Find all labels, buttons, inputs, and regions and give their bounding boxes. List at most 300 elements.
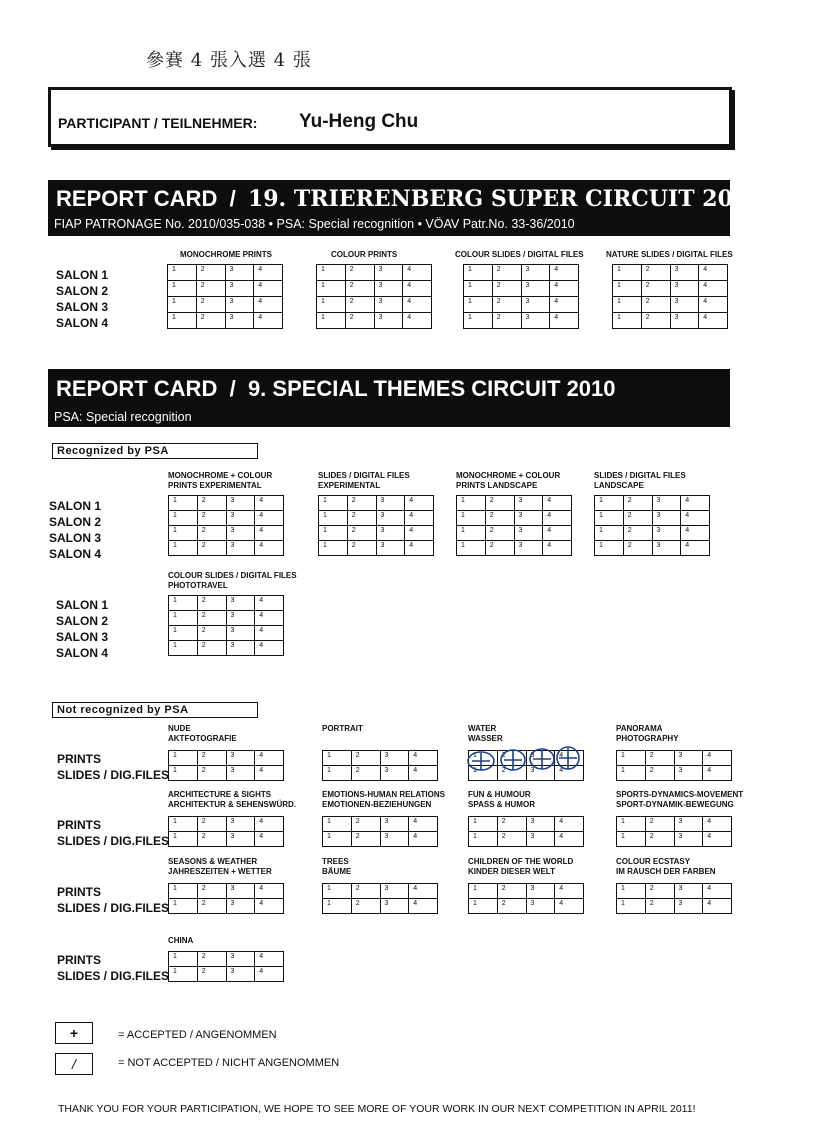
grid-row [317,313,432,329]
grid-cell: 2 [347,511,376,526]
grid-cell: 3 [226,611,255,626]
grid-cell: 1 [464,265,493,281]
grid-cell: 2 [197,496,226,511]
grid-cell: 4 [699,265,728,281]
grid-cell: 2 [197,611,226,626]
grid-cell: 3 [652,511,681,526]
grid-row [169,541,284,556]
grid-cell: 2 [623,496,652,511]
grid-cell: 1 [617,751,646,766]
not-recognized-category-line1: ARCHITECTURE & SIGHTS [168,790,272,799]
grid-cell: 2 [641,265,670,281]
grid-cell: 3 [226,511,255,526]
grid-row [464,313,579,329]
grid-cell: 3 [226,541,255,556]
card1-salon-label: SALON 4 [56,316,109,330]
grid-cell: 1 [169,541,198,556]
grid-row [169,967,284,982]
legend-accepted-text: = ACCEPTED / ANGENOMMEN [118,1029,277,1041]
grid-cell: 4 [543,541,572,556]
grid-cell: 1 [617,817,646,832]
grid-row [169,526,284,541]
grid-cell: 4 [255,832,284,847]
grid-cell: 3 [514,496,543,511]
grid-row [168,313,283,329]
not-recognized-category-line1: CHINA [168,936,194,945]
grid-cell: 3 [526,817,555,832]
grid-cell: 1 [169,611,198,626]
not-recognized-category-line1: WATER [468,724,497,733]
legend-not-accepted-text: = NOT ACCEPTED / NICHT ANGENOMMEN [118,1057,340,1069]
grid-cell: 4 [255,511,284,526]
grid-cell: 2 [623,541,652,556]
grid-cell: 3 [380,899,409,914]
grid-row [317,281,432,297]
grid-cell: 4 [254,313,283,329]
grid-cell: 2 [197,641,226,656]
grid-cell: 1 [595,526,624,541]
grid-cell: 4 [550,313,579,329]
report-card-1-header [48,180,764,236]
grid-cell: 4 [255,496,284,511]
grid-cell: 4 [681,511,710,526]
grid-row [457,496,572,511]
grid-cell: 2 [197,967,226,982]
grid-cell: 1 [613,313,642,329]
grid-row [169,899,284,914]
grid-cell: 3 [674,899,703,914]
grid-cell: 4 [403,313,432,329]
grid-cell: 1 [317,313,346,329]
not-recognized-category-line1: NUDE [168,724,191,733]
not-recognized-grid [322,883,438,914]
grid-cell: 1 [323,817,352,832]
grid-cell: 4 [255,952,284,967]
grid-row [323,899,438,914]
grid-cell: 3 [226,626,255,641]
report-card-2-subtitle: PSA: Special recognition [54,410,192,424]
grid-cell: 2 [623,511,652,526]
footer-message: THANK YOU FOR YOUR PARTICIPATION, WE HOPE TO SEE MORE OF YOUR WORK IN OUR NEXT COMPETITION IN APRIL 2011! [58,1103,696,1115]
not-recognized-grid [168,816,284,847]
grid-row [595,511,710,526]
grid-row [319,526,434,541]
grid-cell: 1 [457,541,486,556]
card2-salon-label: SALON 2 [49,515,102,529]
grid-cell: 4 [255,817,284,832]
grid-cell: 3 [674,832,703,847]
mark-plus-2 [504,751,522,770]
legend-accepted-symbol: + [55,1022,93,1044]
media-row-label-slides: SLIDES / DIG.FILES [57,969,170,983]
grid-cell: 4 [703,899,732,914]
grid-row [319,496,434,511]
grid-cell: 4 [255,626,284,641]
grid-cell: 1 [169,751,198,766]
card1-salon-label: SALON 3 [56,300,109,314]
grid-cell: 3 [380,884,409,899]
grid-cell: 1 [169,967,198,982]
grid-cell: 1 [617,832,646,847]
grid-cell: 3 [380,817,409,832]
grid-cell: 3 [514,526,543,541]
grid-cell: 2 [347,526,376,541]
grid-row [617,751,732,766]
grid-cell: 4 [403,281,432,297]
recognized-category-line2: PHOTOTRAVEL [168,581,228,590]
not-recognized-category-line2: WASSER [468,734,503,743]
grid-cell: 4 [254,265,283,281]
grid-cell: 1 [169,952,198,967]
grid-cell: 4 [703,832,732,847]
grid-cell: 2 [345,297,374,313]
grid-cell: 1 [464,281,493,297]
grid-cell: 3 [670,281,699,297]
grid-cell: 2 [345,313,374,329]
not-recognized-category-line2: PHOTOGRAPHY [616,734,679,743]
card2-salon-label: SALON 1 [56,598,109,612]
grid-cell: 3 [376,526,405,541]
grid-cell: 2 [347,541,376,556]
grid-cell: 3 [380,751,409,766]
report-card-1-subtitle: FIAP PATRONAGE No. 2010/035-038 • PSA: Special recognition • VÖAV Patr.No. 33-36/2010 [54,217,575,231]
grid-cell: 1 [169,832,198,847]
grid-cell: 2 [497,899,526,914]
grid-cell: 4 [703,766,732,781]
grid-row [613,297,728,313]
grid-cell: 1 [168,313,197,329]
grid-cell: 2 [197,751,226,766]
grid-cell: 4 [255,967,284,982]
grid-cell: 4 [681,496,710,511]
grid-row [317,265,432,281]
grid-cell: 1 [464,297,493,313]
participant-label: PARTICIPANT / TEILNEHMER: [58,115,258,131]
grid-cell: 2 [197,832,226,847]
handwritten-marks [464,742,586,778]
grid-cell: 3 [652,496,681,511]
recognized-category-line1: SLIDES / DIGITAL FILES [318,471,410,480]
grid-cell: 3 [526,832,555,847]
media-row-label-prints: PRINTS [57,885,102,899]
not-recognized-category-line2: BÄUME [322,867,352,876]
grid-row [323,832,438,847]
grid-cell: 2 [645,832,674,847]
legend-not-accepted-symbol: / [55,1053,93,1075]
recognized-grid [594,495,710,556]
grid-cell: 2 [197,952,226,967]
grid-cell: 1 [464,313,493,329]
card2-salon-label: SALON 1 [49,499,102,513]
grid-cell: 1 [457,526,486,541]
grid-cell: 4 [555,884,584,899]
grid-cell: 1 [613,281,642,297]
grid-cell: 2 [196,297,225,313]
grid-row [457,541,572,556]
grid-cell: 2 [196,265,225,281]
grid-cell: 2 [197,817,226,832]
grid-cell: 3 [380,766,409,781]
grid-cell: 3 [674,884,703,899]
not-recognized-category-line1: CHILDREN OF THE WORLD [468,857,574,866]
grid-cell: 2 [492,313,521,329]
grid-cell: 4 [403,297,432,313]
grid-cell: 2 [645,766,674,781]
grid-cell: 4 [255,526,284,541]
grid-row [319,511,434,526]
grid-cell: 3 [226,751,255,766]
grid-cell: 3 [521,265,550,281]
grid-cell: 1 [169,496,198,511]
grid-cell: 1 [319,526,348,541]
grid-cell: 3 [526,766,555,781]
grid-cell: 3 [376,496,405,511]
grid-row [323,766,438,781]
grid-cell: 2 [641,297,670,313]
grid-cell: 1 [613,297,642,313]
grid-row [319,541,434,556]
card1-grid [167,264,283,329]
recognized-category-line2: PRINTS LANDSCAPE [456,481,538,490]
grid-row [169,496,284,511]
not-recognized-grid [468,816,584,847]
grid-row [169,766,284,781]
grid-cell: 1 [457,511,486,526]
card1-category-label: MONOCHROME PRINTS [180,250,272,259]
report-card-1-title: REPORT CARD / 19. TRIERENBERG SUPER CIRCUIT 2010 [56,186,764,212]
recognized-category-line2: LANDSCAPE [594,481,644,490]
grid-cell: 3 [652,526,681,541]
not-recognized-grid [616,750,732,781]
not-recognized-category-line2: KINDER DIESER WELT [468,867,555,876]
grid-cell: 2 [497,817,526,832]
grid-cell: 4 [543,496,572,511]
grid-cell: 3 [670,297,699,313]
not-recognized-category-line2: EMOTIONEN-BEZIEHUNGEN [322,800,432,809]
grid-cell: 4 [255,641,284,656]
grid-cell: 1 [317,297,346,313]
grid-cell: 2 [623,526,652,541]
grid-row [169,641,284,656]
grid-cell: 1 [617,899,646,914]
media-row-label-slides: SLIDES / DIG.FILES [57,834,170,848]
grid-row [169,884,284,899]
grid-cell: 3 [521,297,550,313]
recognized-grid [168,595,284,656]
grid-row [617,899,732,914]
grid-row [169,611,284,626]
grid-cell: 1 [595,511,624,526]
grid-cell: 2 [641,313,670,329]
grid-cell: 2 [345,281,374,297]
mark-plus-3 [533,750,551,769]
grid-cell: 2 [351,884,380,899]
not-recognized-category-line1: TREES [322,857,349,866]
grid-row [595,496,710,511]
grid-cell: 3 [225,281,254,297]
card1-category-label: COLOUR PRINTS [331,250,398,259]
grid-cell: 3 [374,265,403,281]
grid-cell: 1 [169,641,198,656]
mark-plus-4 [559,748,577,769]
recognized-category-line1: MONOCHROME + COLOUR [168,471,273,480]
grid-cell: 4 [409,899,438,914]
grid-cell: 2 [351,766,380,781]
recognized-grid [456,495,572,556]
grid-cell: 3 [526,751,555,766]
grid-cell: 2 [197,526,226,541]
not-recognized-category-line1: FUN & HUMOUR [468,790,531,799]
grid-cell: 4 [699,281,728,297]
card1-category-label: COLOUR SLIDES / DIGITAL FILES [455,250,584,259]
grid-cell: 3 [670,313,699,329]
grid-cell: 1 [469,832,498,847]
grid-cell: 2 [645,884,674,899]
grid-cell: 3 [226,899,255,914]
not-recognized-grid [468,883,584,914]
grid-row [469,884,584,899]
not-recognized-grid [168,750,284,781]
grid-cell: 2 [645,817,674,832]
card2-salon-label: SALON 3 [56,630,109,644]
grid-row [613,281,728,297]
participant-box [48,87,732,147]
card1-salon-label: SALON 2 [56,284,109,298]
grid-cell: 1 [323,899,352,914]
grid-cell: 4 [255,884,284,899]
grid-row [457,511,572,526]
grid-cell: 4 [543,511,572,526]
recognized-category-line1: COLOUR SLIDES / DIGITAL FILES [168,571,297,580]
grid-cell: 4 [703,817,732,832]
grid-cell: 1 [323,884,352,899]
recognized-by-psa-tag: Recognized by PSA [52,443,258,459]
grid-cell: 4 [405,511,434,526]
grid-cell: 1 [613,265,642,281]
grid-cell: 1 [168,265,197,281]
grid-row [617,884,732,899]
grid-cell: 4 [703,751,732,766]
grid-row [617,817,732,832]
not-recognized-grid [322,750,438,781]
grid-cell: 1 [319,541,348,556]
grid-cell: 4 [555,817,584,832]
grid-row [323,751,438,766]
grid-cell: 1 [317,265,346,281]
grid-row [169,751,284,766]
grid-cell: 3 [374,281,403,297]
not-recognized-by-psa-tag: Not recognized by PSA [52,702,258,718]
grid-cell: 3 [374,297,403,313]
grid-row [169,596,284,611]
grid-cell: 2 [196,281,225,297]
not-recognized-category-line2: SPORT-DYNAMIK-BEWEGUNG [616,800,734,809]
grid-cell: 2 [492,265,521,281]
grid-cell: 4 [255,751,284,766]
grid-row [469,899,584,914]
report-card-2-header [48,369,730,427]
grid-cell: 3 [226,596,255,611]
grid-cell: 4 [703,884,732,899]
recognized-category-line2: EXPERIMENTAL [318,481,381,490]
grid-cell: 4 [254,297,283,313]
grid-row [464,265,579,281]
grid-cell: 4 [255,766,284,781]
grid-cell: 1 [469,884,498,899]
not-recognized-category-line1: SEASONS & WEATHER [168,857,258,866]
grid-cell: 3 [225,265,254,281]
grid-cell: 1 [169,526,198,541]
grid-cell: 2 [485,496,514,511]
grid-cell: 4 [409,751,438,766]
grid-row [168,281,283,297]
media-row-label-prints: PRINTS [57,752,102,766]
grid-cell: 3 [670,265,699,281]
grid-cell: 1 [168,281,197,297]
media-row-label-prints: PRINTS [57,953,102,967]
card1-grid [316,264,432,329]
grid-cell: 2 [645,751,674,766]
grid-cell: 1 [168,297,197,313]
grid-cell: 2 [645,899,674,914]
recognized-category-line2: PRINTS EXPERIMENTAL [168,481,262,490]
grid-cell: 2 [497,751,526,766]
grid-cell: 1 [469,899,498,914]
media-row-label-slides: SLIDES / DIG.FILES [57,901,170,915]
grid-cell: 2 [485,511,514,526]
not-recognized-category-line2: IM RAUSCH DER FARBEN [616,867,716,876]
grid-cell: 1 [595,496,624,511]
media-row-label-prints: PRINTS [57,818,102,832]
grid-cell: 4 [543,526,572,541]
grid-cell: 3 [226,952,255,967]
grid-cell: 3 [226,832,255,847]
grid-cell: 3 [226,496,255,511]
grid-cell: 2 [196,313,225,329]
grid-cell: 2 [485,526,514,541]
not-recognized-category-line1: EMOTIONS-HUMAN RELATIONS [322,790,445,799]
grid-cell: 3 [526,884,555,899]
grid-cell: 2 [351,899,380,914]
grid-cell: 4 [550,281,579,297]
grid-row [169,832,284,847]
grid-cell: 2 [197,766,226,781]
grid-cell: 1 [319,496,348,511]
grid-cell: 2 [351,832,380,847]
grid-cell: 2 [485,541,514,556]
not-recognized-category-line1: PORTRAIT [322,724,363,733]
grid-cell: 4 [699,297,728,313]
not-recognized-category-line2: SPASS & HUMOR [468,800,535,809]
grid-row [168,265,283,281]
grid-cell: 3 [226,967,255,982]
header-note: 參賽 4 張入選 4 張 [146,50,312,71]
grid-cell: 3 [376,511,405,526]
grid-cell: 1 [169,766,198,781]
grid-cell: 3 [521,313,550,329]
grid-row [323,817,438,832]
grid-cell: 1 [323,766,352,781]
grid-cell: 2 [197,626,226,641]
grid-row [168,297,283,313]
grid-cell: 4 [409,817,438,832]
grid-cell: 4 [255,611,284,626]
grid-row [169,626,284,641]
grid-cell: 1 [169,511,198,526]
card1-category-label: NATURE SLIDES / DIGITAL FILES [606,250,733,259]
grid-cell: 3 [226,526,255,541]
grid-cell: 1 [617,884,646,899]
